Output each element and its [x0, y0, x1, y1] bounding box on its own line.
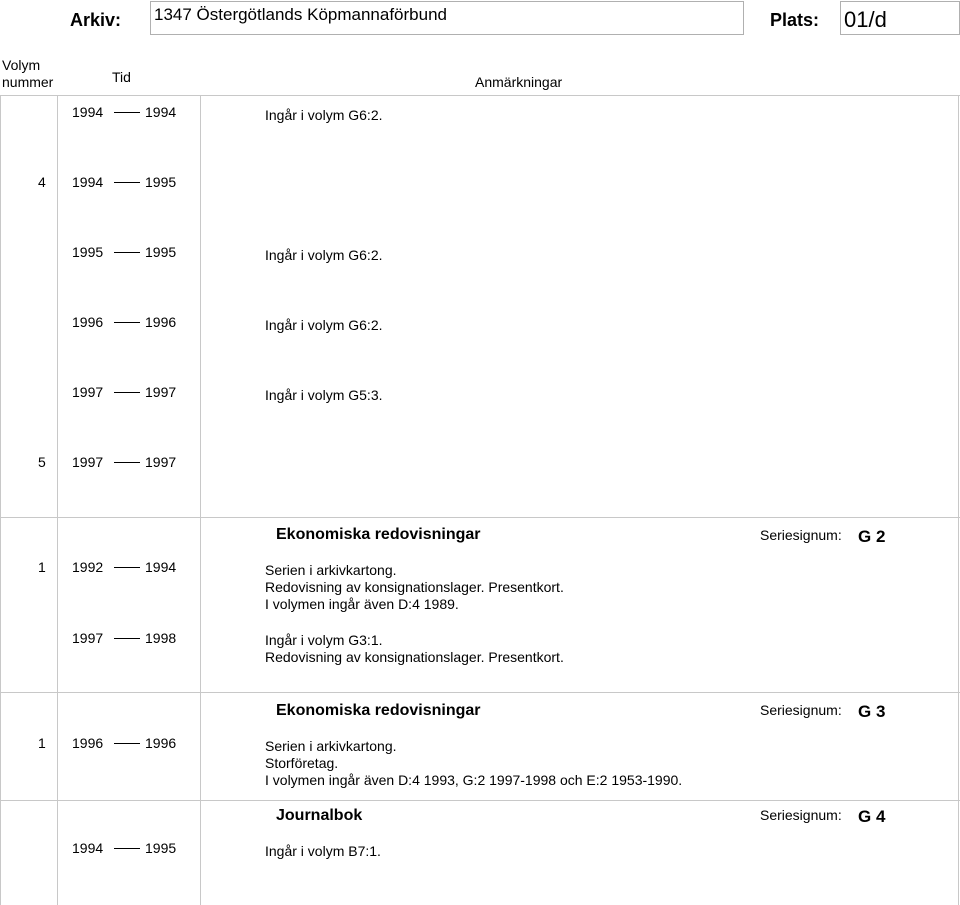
date-from: 1997	[72, 384, 104, 400]
arkiv-value: 1347 Östergötlands Köpmannaförbund	[154, 5, 447, 24]
date-to: 1995	[145, 840, 177, 856]
volume-number: 1	[38, 559, 46, 575]
column-header-volym-line2: nummer	[2, 74, 54, 90]
date-dash	[114, 112, 140, 113]
series-divider-g4	[0, 800, 960, 801]
date-to: 1994	[145, 104, 177, 120]
remark: Redovisning av konsignationslager. Presentkort.	[265, 649, 564, 665]
column-header-anmarkningar: Anmärkningar	[475, 74, 563, 90]
date-dash	[114, 743, 140, 744]
date-to: 1996	[145, 314, 177, 330]
series-signum: G 4	[858, 807, 886, 826]
series-signum: G 2	[858, 527, 886, 546]
date-dash	[114, 182, 140, 183]
column-header-volym	[2, 57, 53, 91]
plats-value-box	[840, 1, 960, 35]
date-from: 1997	[72, 630, 104, 646]
arkiv-value-box	[150, 1, 744, 35]
date-from: 1996	[72, 314, 104, 330]
date-dash	[114, 848, 140, 849]
date-dash	[114, 638, 140, 639]
date-from: 1997	[72, 454, 104, 470]
volume-number: 1	[38, 735, 46, 751]
volume-number: 4	[38, 174, 46, 190]
series-signum: G 3	[858, 702, 886, 721]
column-header-volym-line1: Volym	[2, 57, 41, 73]
plats-value: 01/d	[844, 7, 887, 32]
series-signum-label: Seriesignum:	[760, 527, 842, 543]
date-to: 1997	[145, 384, 177, 400]
date-dash	[114, 252, 140, 253]
remark: I volymen ingår även D:4 1993, G:2 1997-1998 och E:2 1953-1990.	[265, 772, 683, 788]
remark: Serien i arkivkartong.	[265, 562, 397, 578]
date-to: 1996	[145, 735, 177, 751]
date-dash	[114, 462, 140, 463]
plats-label: Plats:	[770, 10, 820, 30]
remark: Ingår i volym B7:1.	[265, 843, 381, 859]
date-from: 1994	[72, 840, 104, 856]
remark: Serien i arkivkartong.	[265, 738, 397, 754]
remark: Ingår i volym G5:3.	[265, 387, 383, 403]
remark: Ingår i volym G6:2.	[265, 317, 383, 333]
remark: Storföretag.	[265, 755, 339, 771]
remark: Ingår i volym G6:2.	[265, 247, 383, 263]
series-signum-label: Seriesignum:	[760, 702, 842, 718]
series-title: Journalbok	[276, 807, 363, 824]
series-divider-g3	[0, 692, 960, 693]
date-to: 1995	[145, 174, 177, 190]
arkiv-label: Arkiv:	[70, 10, 122, 30]
remark: Ingår i volym G3:1.	[265, 632, 383, 648]
date-to: 1995	[145, 244, 177, 260]
date-dash	[114, 392, 140, 393]
date-to: 1998	[145, 630, 177, 646]
series-title: Ekonomiska redovisningar	[276, 526, 481, 543]
remark: Ingår i volym G6:2.	[265, 107, 383, 123]
grid-line-tid	[200, 95, 201, 905]
date-from: 1994	[72, 104, 104, 120]
grid-line-left	[0, 95, 1, 905]
series-signum-label: Seriesignum:	[760, 807, 842, 823]
date-to: 1994	[145, 559, 177, 575]
grid-line-vol	[57, 95, 58, 905]
grid-line-right	[958, 95, 959, 905]
date-to: 1997	[145, 454, 177, 470]
series-divider-g2	[0, 517, 960, 518]
date-from: 1994	[72, 174, 104, 190]
date-from: 1996	[72, 735, 104, 751]
volume-number: 5	[38, 454, 46, 470]
remark: Redovisning av konsignationslager. Presentkort.	[265, 579, 564, 595]
series-title: Ekonomiska redovisningar	[276, 702, 481, 719]
date-from: 1992	[72, 559, 104, 575]
date-dash	[114, 322, 140, 323]
remark: I volymen ingår även D:4 1989.	[265, 596, 459, 612]
date-dash	[114, 567, 140, 568]
date-from: 1995	[72, 244, 104, 260]
column-header-tid: Tid	[112, 69, 131, 85]
header-underline	[0, 95, 960, 96]
